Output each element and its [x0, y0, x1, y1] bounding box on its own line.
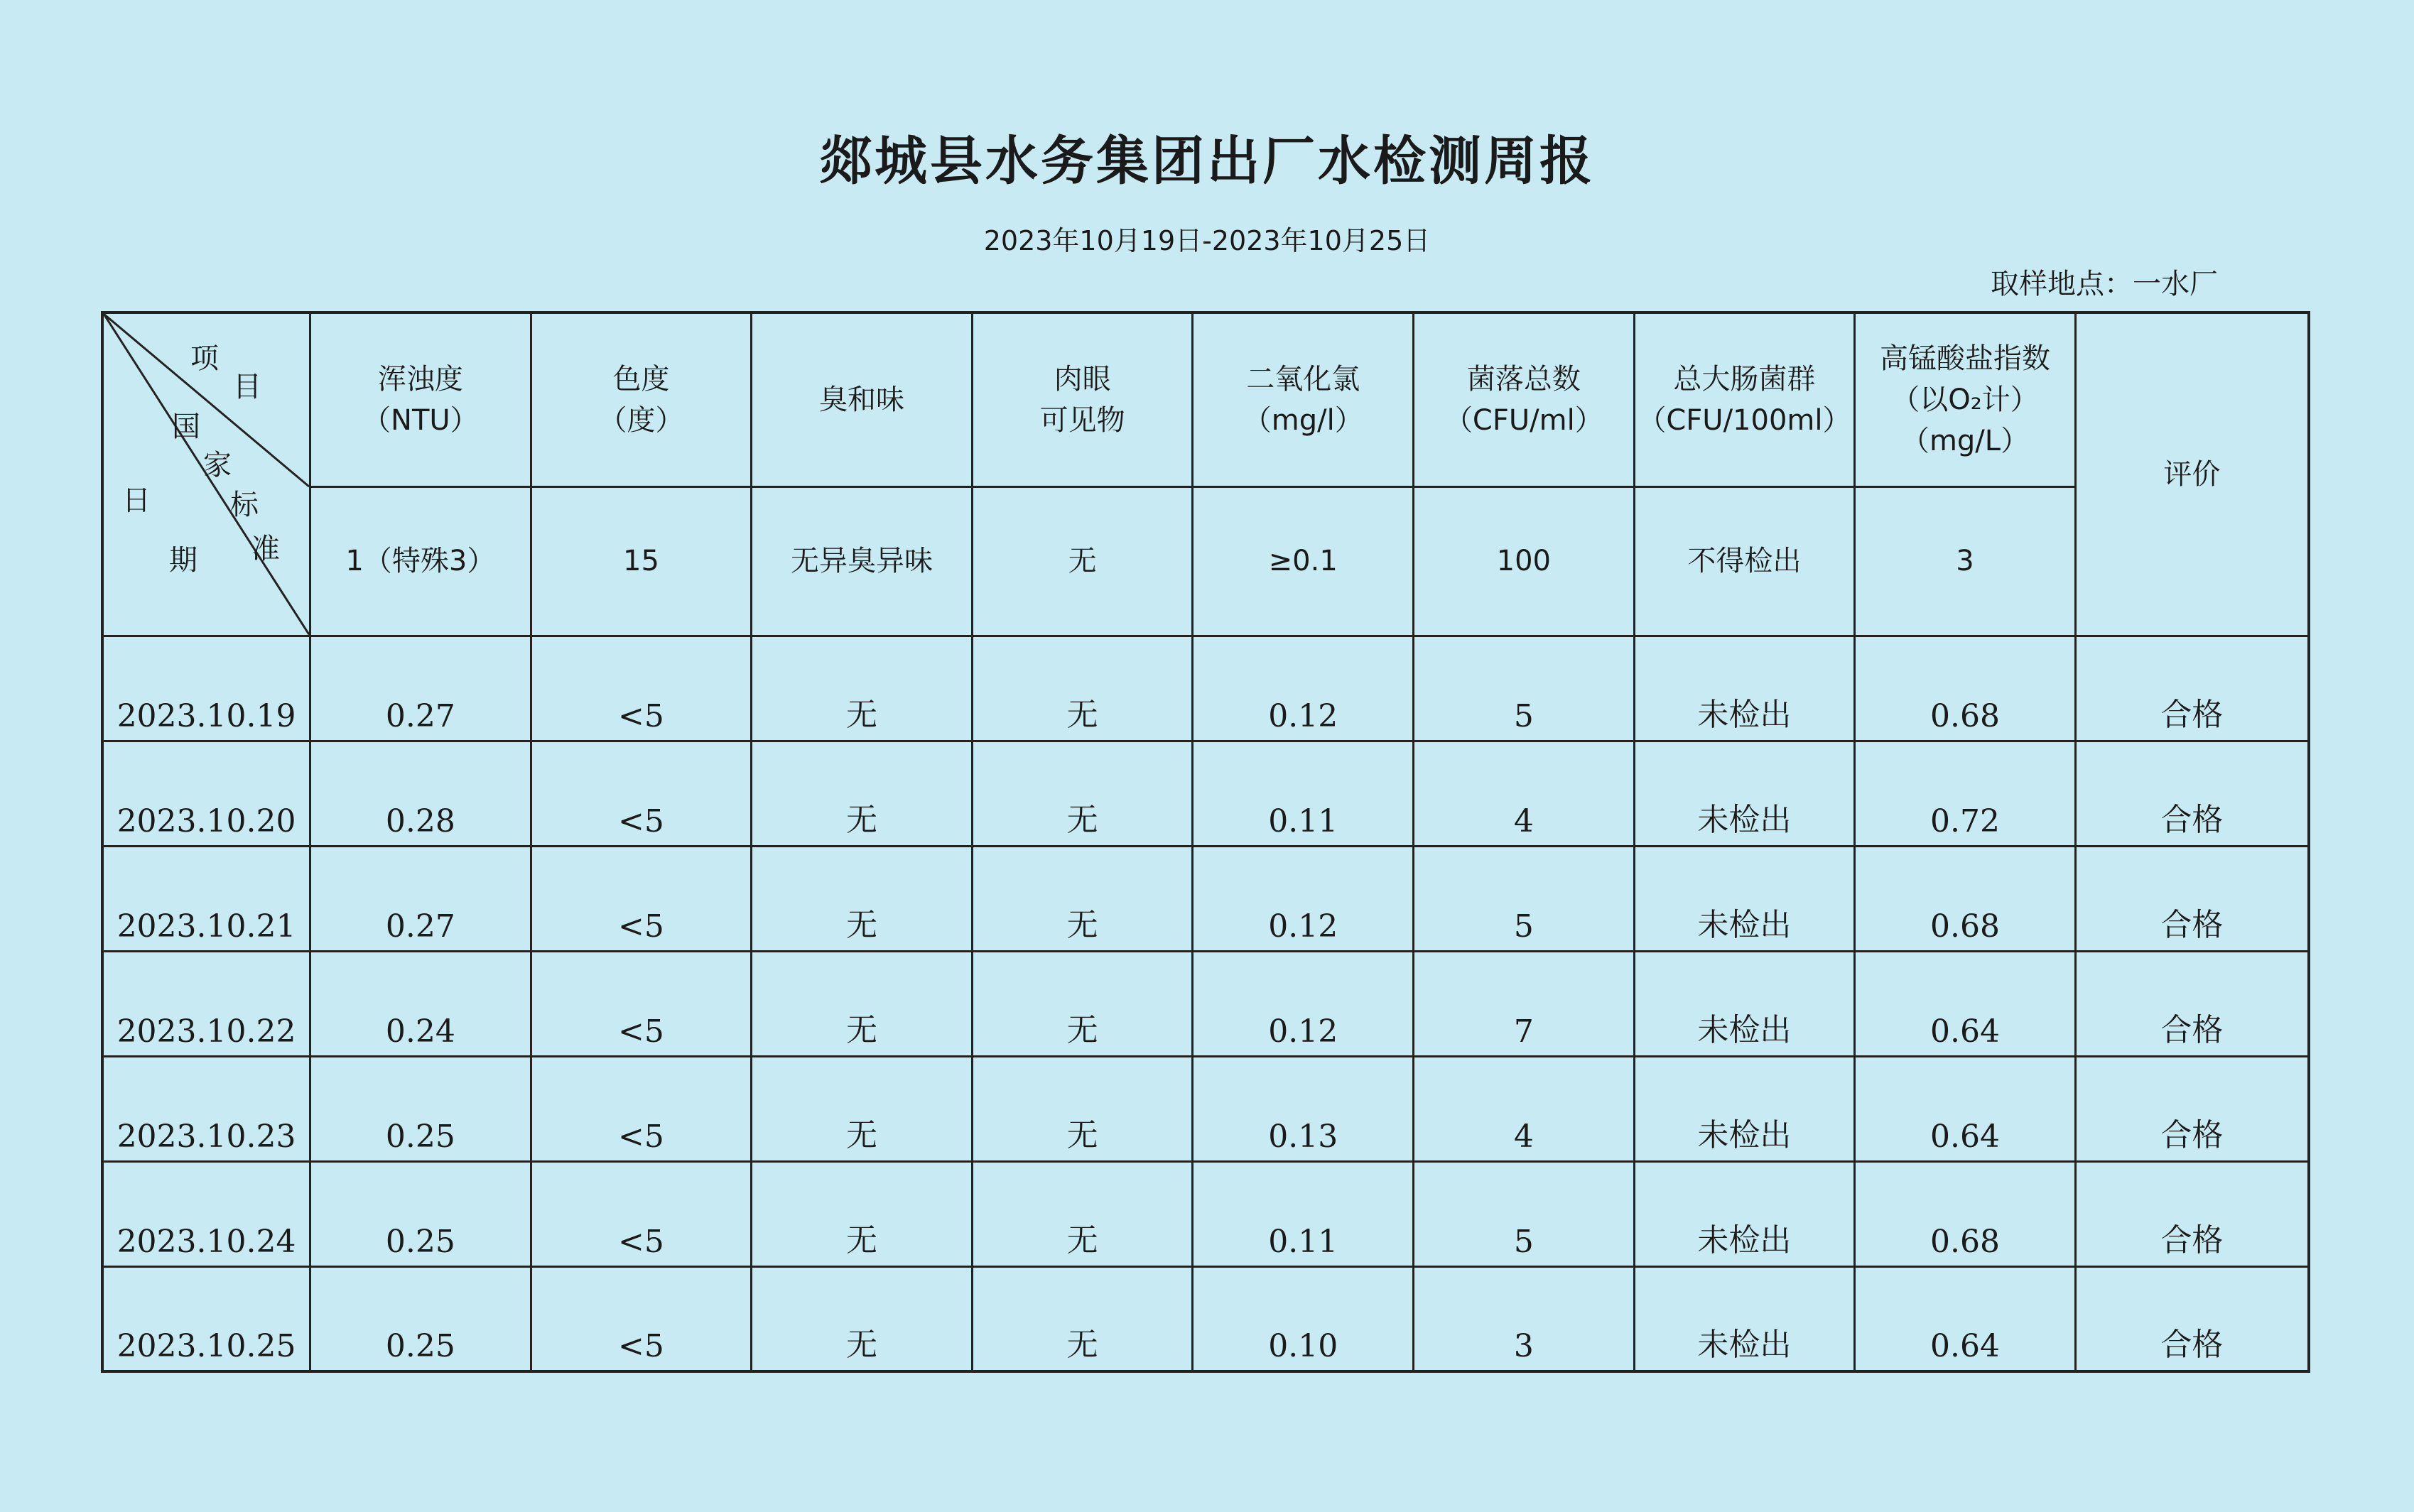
cell-date: 2023.10.24 — [102, 1161, 310, 1266]
standard-coliform: 不得检出 — [1634, 486, 1855, 636]
cell-turbidity: 0.25 — [310, 1266, 531, 1371]
standard-chlorine-dioxide: ≥0.1 — [1193, 486, 1414, 636]
table-row — [102, 846, 2309, 951]
table-row — [102, 741, 2309, 846]
cell-colony: 5 — [1414, 636, 1635, 741]
header-permanganate: 高锰酸盐指数 （以O₂计） （mg/L） — [1855, 312, 2076, 486]
cell-colony: 4 — [1414, 1056, 1635, 1161]
cell-turbidity: 0.25 — [310, 1161, 531, 1266]
cell-permanganate: 0.68 — [1855, 846, 2076, 951]
cell-result: 合格 — [2075, 951, 2309, 1056]
cell-color: <5 — [531, 636, 752, 741]
cell-permanganate: 0.68 — [1855, 1161, 2076, 1266]
cell-colony: 7 — [1414, 951, 1635, 1056]
table-row — [102, 1161, 2309, 1266]
cell-date: 2023.10.21 — [102, 846, 310, 951]
table-row — [102, 951, 2309, 1056]
standard-permanganate: 3 — [1855, 486, 2076, 636]
standard-odor: 无异臭异味 — [752, 486, 973, 636]
standard-colony-count: 100 — [1414, 486, 1635, 636]
cell-odor: 无 — [752, 741, 973, 846]
cell-odor: 无 — [752, 1161, 973, 1266]
table-row — [102, 636, 2309, 741]
cell-turbidity: 0.25 — [310, 1056, 531, 1161]
header-odor: 臭和味 — [752, 312, 973, 486]
cell-result: 合格 — [2075, 741, 2309, 846]
cell-color: <5 — [531, 1266, 752, 1371]
header-chlorine-dioxide: 二氧化氯 （mg/l） — [1193, 312, 1414, 486]
page-title: 郯城县水务集团出厂水检测周报 — [819, 131, 1595, 192]
cell-colony: 3 — [1414, 1266, 1635, 1371]
cell-permanganate: 0.64 — [1855, 951, 2076, 1056]
corner-standard-char-4: 准 — [251, 533, 280, 565]
cell-turbidity: 0.24 — [310, 951, 531, 1056]
cell-colony: 5 — [1414, 846, 1635, 951]
cell-visible: 无 — [972, 741, 1193, 846]
cell-color: <5 — [531, 741, 752, 846]
cell-coliform: 未检出 — [1634, 846, 1855, 951]
cell-odor: 无 — [752, 1266, 973, 1371]
cell-coliform: 未检出 — [1634, 1266, 1855, 1371]
cell-coliform: 未检出 — [1634, 951, 1855, 1056]
weekly-report-table — [101, 311, 2310, 1373]
cell-color: <5 — [531, 951, 752, 1056]
cell-result: 合格 — [2075, 636, 2309, 741]
header-coliform: 总大肠菌群 （CFU/100ml） — [1634, 312, 1855, 486]
cell-visible: 无 — [972, 951, 1193, 1056]
cell-result: 合格 — [2075, 846, 2309, 951]
header-row — [102, 312, 2309, 486]
cell-date: 2023.10.20 — [102, 741, 310, 846]
cell-odor: 无 — [752, 951, 973, 1056]
cell-coliform: 未检出 — [1634, 636, 1855, 741]
cell-color: <5 — [531, 846, 752, 951]
cell-odor: 无 — [752, 846, 973, 951]
cell-permanganate: 0.64 — [1855, 1266, 2076, 1371]
cell-permanganate: 0.68 — [1855, 636, 2076, 741]
cell-permanganate: 0.72 — [1855, 741, 2076, 846]
cell-coliform: 未检出 — [1634, 1056, 1855, 1161]
cell-chlorine-dioxide: 0.10 — [1193, 1266, 1414, 1371]
sampling-location: 取样地点：一水厂 — [1991, 268, 2218, 300]
cell-date: 2023.10.25 — [102, 1266, 310, 1371]
cell-permanganate: 0.64 — [1855, 1056, 2076, 1161]
cell-visible: 无 — [972, 846, 1193, 951]
cell-odor: 无 — [752, 1056, 973, 1161]
standard-visible-matter: 无 — [972, 486, 1193, 636]
cell-chlorine-dioxide: 0.13 — [1193, 1056, 1414, 1161]
header-color: 色度 （度） — [531, 312, 752, 486]
header-turbidity: 浑浊度 （NTU） — [310, 312, 531, 486]
cell-result: 合格 — [2075, 1056, 2309, 1161]
corner-date-char-1: 日 — [122, 484, 151, 517]
cell-coliform: 未检出 — [1634, 741, 1855, 846]
cell-visible: 无 — [972, 1161, 1193, 1266]
cell-odor: 无 — [752, 636, 973, 741]
header-evaluation: 评价 — [2075, 312, 2309, 636]
table-row — [102, 1266, 2309, 1371]
table-row — [102, 1056, 2309, 1161]
cell-chlorine-dioxide: 0.12 — [1193, 846, 1414, 951]
corner-date-char-2: 期 — [169, 544, 197, 577]
cell-result: 合格 — [2075, 1161, 2309, 1266]
cell-turbidity: 0.28 — [310, 741, 531, 846]
corner-standard-char-1: 国 — [172, 410, 200, 443]
cell-chlorine-dioxide: 0.12 — [1193, 636, 1414, 741]
cell-chlorine-dioxide: 0.11 — [1193, 1161, 1414, 1266]
cell-colony: 5 — [1414, 1161, 1635, 1266]
cell-colony: 4 — [1414, 741, 1635, 846]
cell-color: <5 — [531, 1161, 752, 1266]
cell-result: 合格 — [2075, 1266, 2309, 1371]
cell-date: 2023.10.23 — [102, 1056, 310, 1161]
corner-standard-char-3: 标 — [230, 489, 259, 521]
cell-visible: 无 — [972, 636, 1193, 741]
corner-standard-char-2: 家 — [203, 449, 232, 482]
cell-coliform: 未检出 — [1634, 1161, 1855, 1266]
header-visible-matter: 肉眼 可见物 — [972, 312, 1193, 486]
corner-header-cell — [102, 312, 310, 636]
standards-row — [102, 486, 2309, 636]
cell-chlorine-dioxide: 0.11 — [1193, 741, 1414, 846]
cell-turbidity: 0.27 — [310, 636, 531, 741]
cell-turbidity: 0.27 — [310, 846, 531, 951]
date-range: 2023年10月19日-2023年10月25日 — [983, 225, 1431, 256]
cell-date: 2023.10.22 — [102, 951, 310, 1056]
cell-chlorine-dioxide: 0.12 — [1193, 951, 1414, 1056]
cell-date: 2023.10.19 — [102, 636, 310, 741]
cell-visible: 无 — [972, 1056, 1193, 1161]
cell-visible: 无 — [972, 1266, 1193, 1371]
data-rows — [102, 636, 2309, 1371]
corner-item-char-1: 项 — [190, 342, 219, 375]
standard-color: 15 — [531, 486, 752, 636]
cell-color: <5 — [531, 1056, 752, 1161]
header-colony-count: 菌落总数 （CFU/ml） — [1414, 312, 1635, 486]
standard-turbidity: 1（特殊3） — [310, 486, 531, 636]
corner-item-char-2: 目 — [233, 371, 261, 403]
